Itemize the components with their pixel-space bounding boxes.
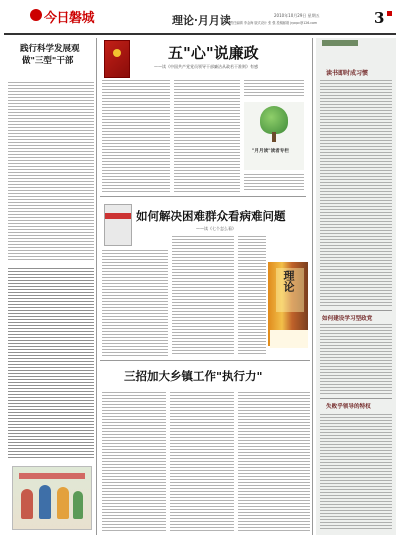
figure-4 <box>73 491 83 519</box>
mid-box-title: "月月读"读者专栏 <box>252 149 289 154</box>
main-text-col-2 <box>174 80 240 192</box>
book-emblem-icon <box>113 49 121 57</box>
sidebar-box3-title: 失败乎领导的特权 <box>326 404 371 410</box>
main-text-col-1 <box>102 80 170 192</box>
left-title-2: 做"三型"干部 <box>22 56 74 66</box>
theory-label: 理论 <box>282 270 295 292</box>
section-title: 理论·月月读 <box>172 14 231 27</box>
main-text-col-3b <box>244 174 304 192</box>
left-text-2 <box>8 268 94 458</box>
third-title: 三招加大乡镇工作"执行力" <box>124 369 263 383</box>
tree-trunk <box>272 132 276 142</box>
second-text-col-2 <box>172 236 234 356</box>
logo-url <box>46 24 47 29</box>
sidebar-box2-title: 如何建设学习型政党 <box>322 316 373 322</box>
mid-box <box>244 102 304 170</box>
logo: 今日磐城 <box>44 11 95 26</box>
sidebar <box>316 38 396 535</box>
logo-icon <box>30 9 42 21</box>
left-text-1 <box>8 82 94 262</box>
left-illustration <box>12 466 92 530</box>
tree-icon <box>260 106 288 134</box>
third-text-col-3 <box>238 392 310 532</box>
main-bottom-rule <box>100 196 306 197</box>
second-text-col-1 <box>102 250 168 356</box>
second-subtitle: ——读《七个怎么看》 <box>196 226 236 231</box>
book-cover-band <box>105 213 131 219</box>
main-title: 五"心"说廉政 <box>168 44 259 62</box>
sidebar-rule-1 <box>320 310 392 311</box>
masthead-rule <box>4 33 396 35</box>
right-divider <box>312 38 313 535</box>
book-photo <box>104 40 130 78</box>
second-bottom-rule <box>100 360 310 361</box>
theory-caption <box>270 330 308 348</box>
left-divider <box>96 38 97 535</box>
figure-2 <box>39 485 51 519</box>
second-title: 如何解决困难群众看病难问题 <box>136 209 286 223</box>
sidebar-text-1 <box>320 80 392 306</box>
figure-1 <box>21 489 33 519</box>
sidebar-box-title: 读书即时成习惯 <box>326 70 369 77</box>
sidebar-rule-2 <box>320 398 392 399</box>
left-title-1: 践行科学发展观 <box>20 44 80 54</box>
page-number: 3 <box>374 9 385 27</box>
editor-info: 责任编辑 李金海 版式设计 张 强 投稿邮箱 jrpcpc@126.com <box>230 21 318 25</box>
main-text-col-3 <box>244 80 304 98</box>
third-text-col-2 <box>170 392 234 532</box>
left-article <box>8 38 94 535</box>
page-number-mark <box>387 11 392 16</box>
figure-3 <box>57 487 69 519</box>
caption-strip <box>19 473 85 479</box>
book-cover-2 <box>104 204 132 246</box>
sidebar-text-2 <box>320 324 392 394</box>
main-subtitle: ——读《中国共产党党员领导干部廉洁从政若干准则》有感 <box>154 64 258 69</box>
sidebar-text-3 <box>320 414 392 530</box>
sidebar-tag <box>322 40 358 46</box>
issue-date: 2010年10月29日 星期五 <box>274 13 320 18</box>
second-text-col-3 <box>238 236 266 356</box>
third-text-col-1 <box>102 392 166 532</box>
masthead <box>4 6 396 32</box>
